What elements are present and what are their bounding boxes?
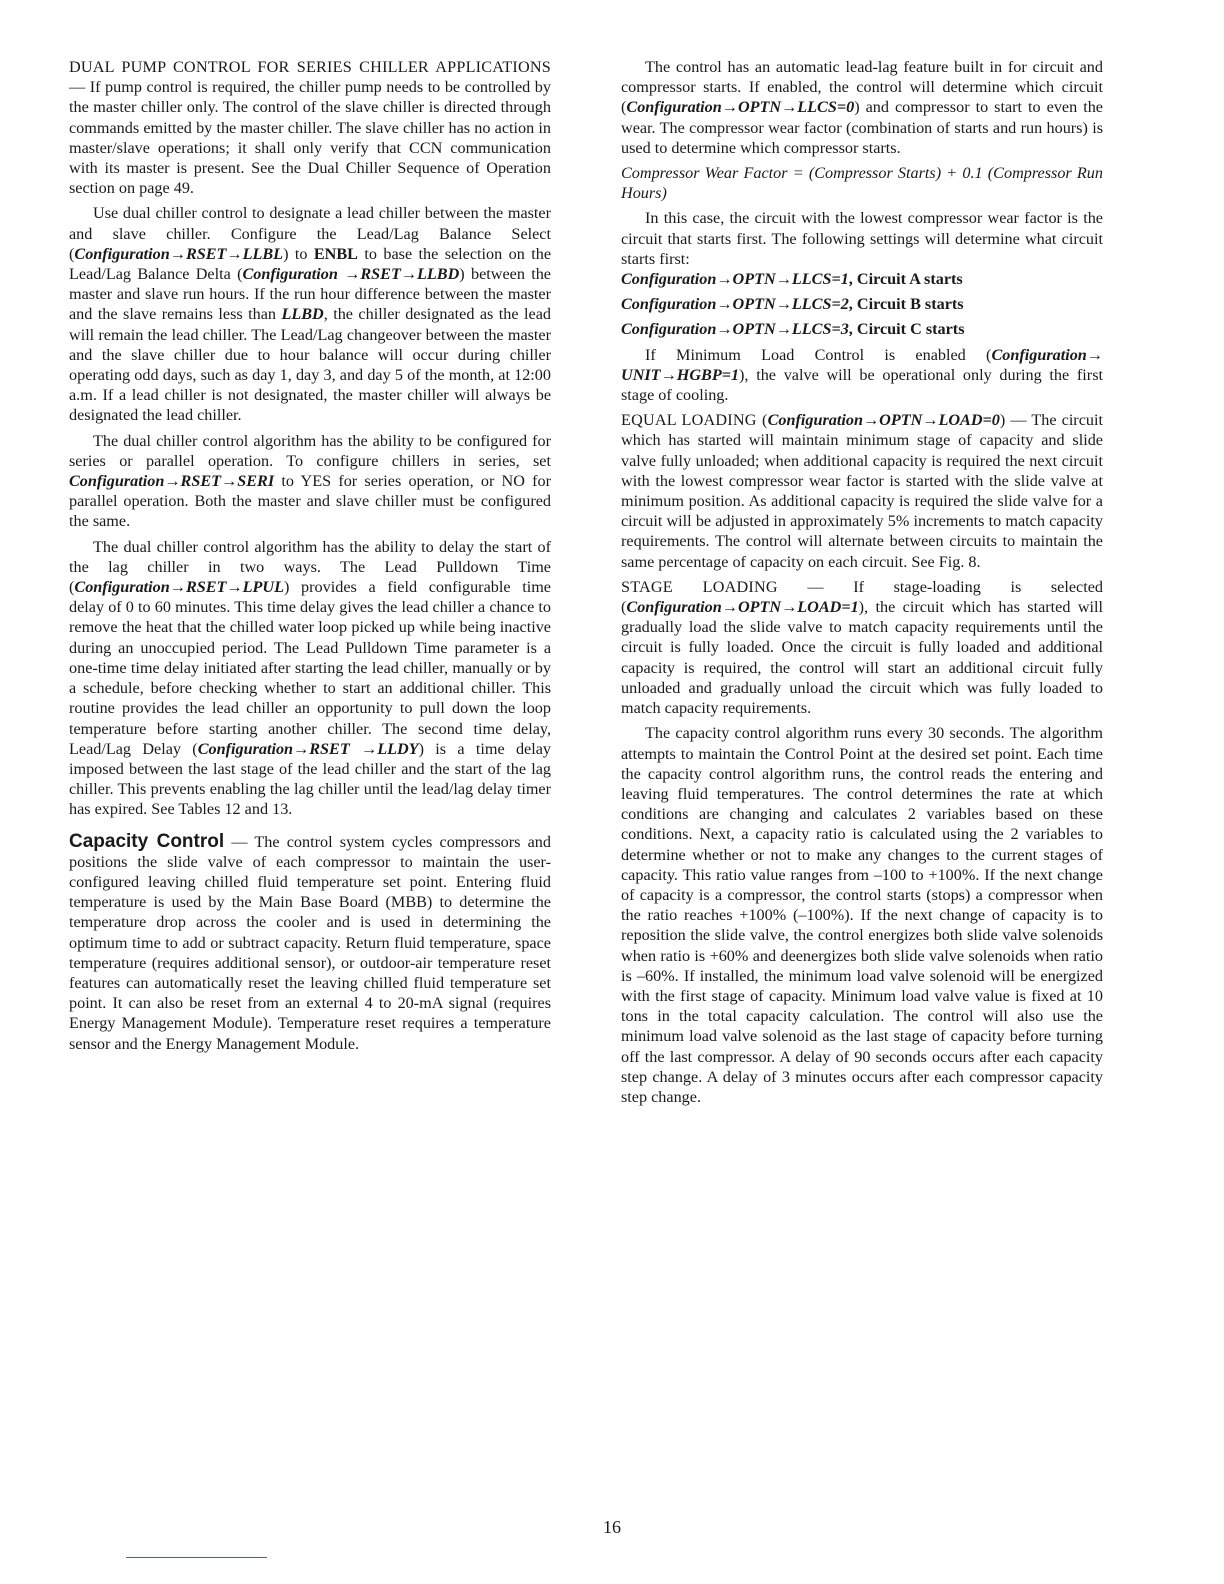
circuit-settings-list <box>621 269 1103 340</box>
lead-chiller-paragraph <box>69 203 551 425</box>
equal-loading-paragraph <box>621 410 1103 572</box>
lead-lag-feature-paragraph <box>621 57 1103 158</box>
text-run: — The control system cycles compressors and positions the slide valve of each compressor to maintain the user-configured leaving chilled fluid temperature set point. Entering fluid temperature is used by the Main Base Board (MBB) to determine the temperature drop across the cooler and is used in determining the optimum time to add or subtract capacity. Return fluid temperature, space temperature (requires additional sensor), or outdoor-air temperature reset features can automatically reset the leaving chilled fluid temperature set point. It can also be reset from an external 4 to 20-mA signal (requires Energy Management Module). Temperature reset requires a temperature sensor and the Energy Management Module. <box>69 832 551 1053</box>
config-key: Configuration→RSET→SERI <box>69 472 275 491</box>
config-key: Configuration→RSET→LPUL <box>74 578 284 597</box>
text-run: ) to <box>283 244 314 263</box>
text-run: ), the circuit which has started will gradually load the slide valve to match capacity requirements until the circuit is fully loaded. Once the circuit is fully loaded and additional capacity is required, the control will start an additional circuit fully unloaded and gradually unload the circuit which was fully loaded to match capacity requirements. <box>621 598 1103 718</box>
page-number: 16 <box>603 1517 621 1537</box>
text-run: ) is a time delay imposed between the last stage of the lead chiller and the start of the lag chiller. This prevents enabling the lag chiller until the lead/lag delay timer has expired. See Tables 12 and 13. <box>69 739 552 819</box>
text-run: — If stage-loading is selected ( <box>621 577 1103 617</box>
stage-loading-title: STAGE LOADING <box>621 577 778 596</box>
circuit-setting-item <box>621 294 1103 314</box>
text-run: The dual chiller control algorithm has the ability to be configured for series or parallel operation. To configure chillers in series, set <box>69 431 551 470</box>
footer-rule <box>126 1557 267 1558</box>
config-key: Configuration→OPTN→LLCS=0 <box>626 98 855 117</box>
circuit-setting-item <box>621 269 1103 289</box>
equal-loading-title: EQUAL LOADING ( <box>621 411 768 430</box>
text-run: If Minimum Load Control is enabled ( <box>645 345 992 364</box>
wear-factor-formula: Compressor Wear Factor = (Compressor Starts) + 0.1 (Compressor Run Hours) <box>621 164 1103 203</box>
dual-pump-text: — If pump control is required, the chiller pump needs to be controlled by the master chiller only. The control of the slave chiller is directed through commands emitted by the master chiller. The slave chiller has no action in master/slave operations; it shall only verify that CCN communication with its master is present. See the Dual Chiller Sequence of Operation section on page 49. <box>69 78 551 198</box>
dual-pump-title: DUAL PUMP CONTROL FOR SERIES CHILLER APPLICATIONS <box>69 58 551 76</box>
config-key: Configuration→OPTN→LLCS=1 <box>621 270 849 289</box>
capacity-control-heading: Capacity Control <box>69 830 225 852</box>
setting-label: , Circuit A starts <box>848 270 963 289</box>
lag-delay-paragraph <box>69 537 551 820</box>
config-key: Configuration→RSET →LLDY <box>197 739 419 758</box>
text-run: ) between the master and slave run hours. If the run hour difference between the master and the slave remains less than <box>69 265 551 324</box>
config-key: Configuration→RSET→LLBL <box>74 244 284 263</box>
text-run: The dual chiller control algorithm has the ability to delay the start of the lag chiller in two ways. The Lead Pulldown Time ( <box>69 537 551 597</box>
capacity-control-paragraph <box>69 832 551 1054</box>
setting-label: , Circuit B starts <box>848 295 964 314</box>
text-run: ) and compressor to start to even the wear. The compressor wear factor (combination of starts and run hours) is used to determine which compressor starts. <box>621 98 1103 157</box>
text-run: Use dual chiller control to designate a lead chiller between the master and slave chiller. Configure the Lead/Lag Balance Select ( <box>69 204 551 263</box>
config-key: Configuration→OPTN→LLCS=3 <box>621 320 849 339</box>
min-load-paragraph <box>621 345 1103 406</box>
left-column <box>69 57 551 1059</box>
text-run: , the chiller designated as the lead will remain the lead chiller. The Lead/Lag changeover between the master and the slave chiller due to hour balance will occur during chiller operating odd days, such as day 1, day 3, and day 5 of the month, at 12:00 a.m. If a lead chiller is not designated, the master chiller will always be designated the lead chiller. <box>69 305 551 425</box>
text-run: to YES for series operation, or NO for parallel operation. Both the master and slave chiller must be configured the same. <box>69 472 551 531</box>
config-key: Configuration →RSET→LLBD <box>242 265 460 284</box>
config-key: Configuration→OPTN→LOAD=1 <box>626 598 859 617</box>
series-parallel-paragraph <box>69 431 551 532</box>
text-run: The control has an automatic lead-lag feature built in for circuit and compressor starts. If enabled, the control will determine which circuit ( <box>621 58 1103 117</box>
text-run: ), the valve will be operational only during the first stage of cooling. <box>621 365 1103 405</box>
setting-label: , Circuit C starts <box>848 320 965 339</box>
config-value: ENBL <box>313 244 358 263</box>
circuit-setting-item <box>621 319 1103 339</box>
wear-factor-paragraph: In this case, the circuit with the lowest compressor wear factor is the circuit that starts first. The following settings will determine what circuit starts first: <box>621 209 1103 268</box>
text-run: ) — The circuit which has started will maintain minimum stage of capacity and slide valve fully unloaded; when additional capacity is required the next circuit with the lowest compressor wear factor is started with the slide valve at minimum position. As additional capacity is required the slide valve for a circuit will be adjusted in approximately 5% increments to match capacity requirements. The control will alternate between circuits to maintain the same percentage of capacity on each circuit. See Fig. 8. <box>621 411 1103 571</box>
text-run: to base the selection on the Lead/Lag Balance Delta ( <box>69 244 551 284</box>
algorithm-paragraph: The capacity control algorithm runs every 30 seconds. The algorithm attempts to maintain the Control Point at the desired set point. Each time the capacity control algorithm runs, the control reads the entering and leaving fluid temperatures. The control determines the rate at which conditions are changing and calculates 2 variables based on these conditions. Next, a capacity ratio is calculated using the 2 variables to determine whether or not to make any changes to the current stages of capacity. This ratio value ranges from –100 to +100%. If the next change of capacity is a compressor, the control starts (stops) a compressor when the ratio reaches +100% (–100%). If the next change of capacity is to reposition the slide valve, the control energizes both slide valve solenoids when ratio is +60% and deenergizes both slide valve solenoids when ratio is –60%. If installed, the minimum load valve solenoid will be energized with the first stage of capacity. Minimum load valve value is fixed at 10 tons in the total capacity calculation. The control will also use the minimum load valve solenoid as the last stage of capacity before turning off the last compressor. A delay of 90 seconds occurs after each capacity step change. A delay of 3 minutes occurs after each compressor capacity step change. <box>621 724 1103 1106</box>
config-key: Configuration→OPTN→LOAD=0 <box>767 411 1000 430</box>
config-key: Configuration→OPTN→LLCS=2 <box>621 295 849 314</box>
text-run: ) provides a field configurable time delay of 0 to 60 minutes. This time delay gives the lead chiller a chance to remove the heat that the chilled water loop picked up while being inactive during an unoccupied period. The Lead Pulldown Time parameter is a one-time time delay initiated after starting the lead chiller, manually or by a schedule, before checking whether to start an additional chiller. This routine provides the lead chiller an opportunity to pull down the loop temperature before starting another chiller. The second time delay, Lead/Lag Delay ( <box>69 578 551 758</box>
config-key: Configuration→ UNIT→HGBP=1 <box>621 345 1103 384</box>
right-column <box>621 57 1103 1112</box>
dual-pump-paragraph <box>69 57 551 198</box>
config-key: LLBD <box>281 305 324 324</box>
stage-loading-paragraph <box>621 577 1103 718</box>
